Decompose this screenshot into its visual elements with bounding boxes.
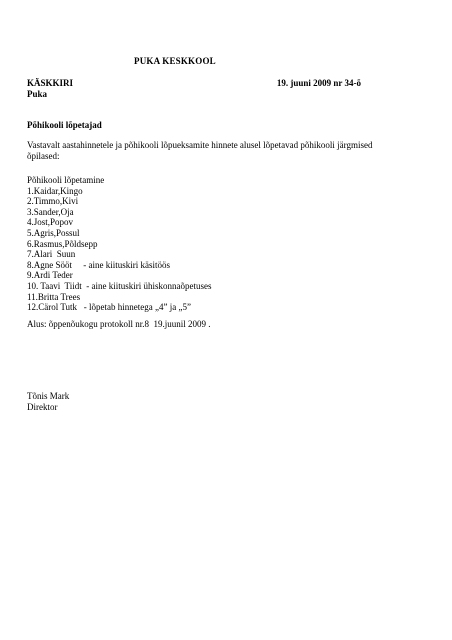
document-place: Puka	[27, 89, 48, 99]
signer-name: Tõnis Mark	[27, 391, 70, 401]
intro-paragraph: Vastavalt aastahinnetele ja põhikooli lõpueksamite hinnete alusel lõpetavad põhikooli järgmised õpilased:	[27, 140, 373, 161]
list-item: 2.Timmo,Kivi	[27, 196, 79, 207]
signature-block	[27, 391, 69, 412]
list-item: 9.Ardi Teder	[27, 270, 73, 281]
signer-title: Direktor	[27, 401, 58, 412]
graduates-list	[27, 175, 327, 313]
list-item: 6.Rasmus,Põldsepp	[27, 238, 98, 249]
document-type: KÄSKKIRI	[27, 78, 74, 88]
basis-line: Alus: õppenõukogu protokoll nr.8 19.juunil 2009 .	[27, 319, 211, 329]
list-item: 3.Sander,Oja	[27, 206, 74, 217]
document-heading: Põhikooli lõpetajad	[27, 120, 102, 130]
list-item: 7.Alari Suun	[27, 249, 76, 260]
list-item: 10. Taavi Tiidt - aine kiituskiri ühiskonnaõpetuses	[27, 280, 212, 291]
list-item: 4.Jost,Popov	[27, 217, 74, 228]
list-item: 11.Britta Trees	[27, 291, 81, 302]
list-item: 5.Agris,Possul	[27, 227, 80, 238]
list-item: 8.Agne Sööt - aine kiituskiri käsitöös	[27, 259, 170, 270]
list-title: Põhikooli lõpetamine	[27, 175, 105, 185]
list-item: 1.Kaidar,Kingo	[27, 185, 83, 196]
school-title: PUKA KESKKOOL	[134, 56, 216, 66]
list-item: 12.Cärol Tutk - lõpetab hinnetega „4” ja „5”	[27, 302, 191, 313]
document-date-number: 19. juuni 2009 nr 34-õ	[276, 78, 361, 88]
order-header-line	[27, 78, 361, 89]
